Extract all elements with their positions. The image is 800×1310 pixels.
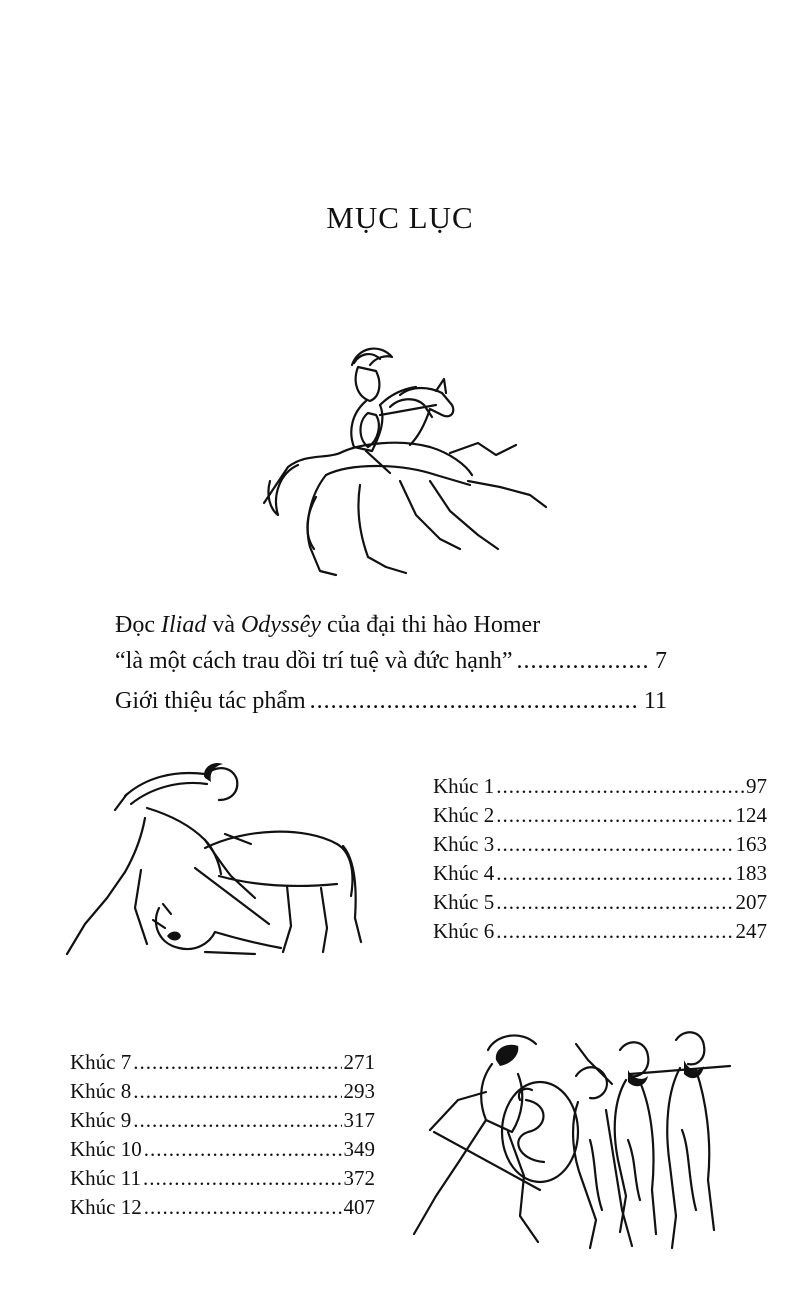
toc-page-number: 183 — [735, 861, 767, 885]
toc-entry-khuc-7[interactable] — [70, 1050, 375, 1079]
dot-leader — [496, 919, 733, 944]
toc-page-number: 163 — [735, 832, 767, 856]
toc-entry-label: Khúc 1 — [433, 774, 495, 798]
intro-text: của đại thi hào Homer — [320, 612, 541, 638]
horsemen-illustration — [240, 335, 560, 585]
toc-page-number: 11 — [643, 688, 667, 714]
dot-leader — [144, 1137, 342, 1162]
toc-entry-label: Khúc 11 — [70, 1166, 141, 1190]
toc-entry-khuc-11[interactable] — [70, 1166, 375, 1195]
toc-entry-khuc-2[interactable] — [433, 803, 767, 832]
work-title-iliad: Iliad — [160, 612, 207, 638]
toc-entry-label: Khúc 10 — [70, 1137, 142, 1161]
bull-sacrifice-illustration — [55, 748, 365, 963]
toc-page-number: 407 — [343, 1195, 375, 1219]
toc-list-left — [70, 1050, 375, 1224]
toc-entry-label: Khúc 12 — [70, 1195, 142, 1219]
toc-entry-khuc-8[interactable] — [70, 1079, 375, 1108]
intro-text: Đọc — [115, 612, 161, 638]
toc-page-number: 97 — [746, 774, 767, 798]
toc-entry-label: Khúc 5 — [433, 890, 495, 914]
intro-section — [115, 612, 675, 722]
toc-entry-khuc-1[interactable] — [433, 774, 767, 803]
toc-entry-khuc-6[interactable] — [433, 919, 767, 948]
toc-page-number: 372 — [343, 1166, 375, 1190]
dot-leader — [143, 1166, 342, 1191]
work-title-odyssey: Odyssêy — [240, 612, 321, 638]
dot-leader — [496, 803, 733, 828]
dot-leader — [144, 1195, 342, 1220]
toc-page-number: 317 — [343, 1108, 375, 1132]
toc-entry-label: Khúc 7 — [70, 1050, 132, 1074]
toc-entry-label: Giới thiệu tác phẩm — [115, 688, 306, 714]
toc-entry-label: Khúc 3 — [433, 832, 495, 856]
dot-leader — [496, 890, 733, 915]
toc-entry-khuc-9[interactable] — [70, 1108, 375, 1137]
toc-entry-khuc-4[interactable] — [433, 861, 767, 890]
toc-entry-khuc-3[interactable] — [433, 832, 767, 861]
toc-entry-label: Khúc 8 — [70, 1079, 132, 1103]
page-title: MỤC LỤC — [326, 200, 474, 235]
toc-entry-label: Khúc 4 — [433, 861, 495, 885]
dot-leader — [133, 1050, 341, 1075]
dot-leader — [133, 1108, 341, 1133]
dot-leader — [496, 832, 733, 857]
dot-leader — [517, 648, 651, 675]
toc-entry-preface[interactable] — [115, 648, 667, 675]
battle-warriors-illustration — [400, 1020, 740, 1260]
toc-page-number: 124 — [735, 803, 767, 827]
toc-entry-khuc-10[interactable] — [70, 1137, 375, 1166]
toc-page-number: 271 — [343, 1050, 375, 1074]
toc-entry-khuc-5[interactable] — [433, 890, 767, 919]
dot-leader — [310, 688, 640, 715]
toc-entry-label: “là một cách trau dồi trí tuệ và đức hạnh” — [115, 648, 513, 674]
toc-entry-introduction[interactable] — [115, 688, 667, 715]
intro-heading-line — [115, 612, 540, 639]
toc-page-number: 349 — [343, 1137, 375, 1161]
toc-page-number: 7 — [655, 648, 667, 674]
toc-entry-label: Khúc 9 — [70, 1108, 132, 1132]
toc-page-number: 293 — [343, 1079, 375, 1103]
toc-page-number: 247 — [735, 919, 767, 943]
toc-entry-label: Khúc 2 — [433, 803, 495, 827]
dot-leader — [133, 1079, 341, 1104]
toc-page-number: 207 — [735, 890, 767, 914]
dot-leader — [496, 861, 733, 886]
toc-list-right — [433, 774, 767, 948]
dot-leader — [496, 774, 744, 799]
toc-entry-khuc-12[interactable] — [70, 1195, 375, 1224]
toc-entry-label: Khúc 6 — [433, 919, 495, 943]
intro-text: và — [206, 612, 241, 638]
